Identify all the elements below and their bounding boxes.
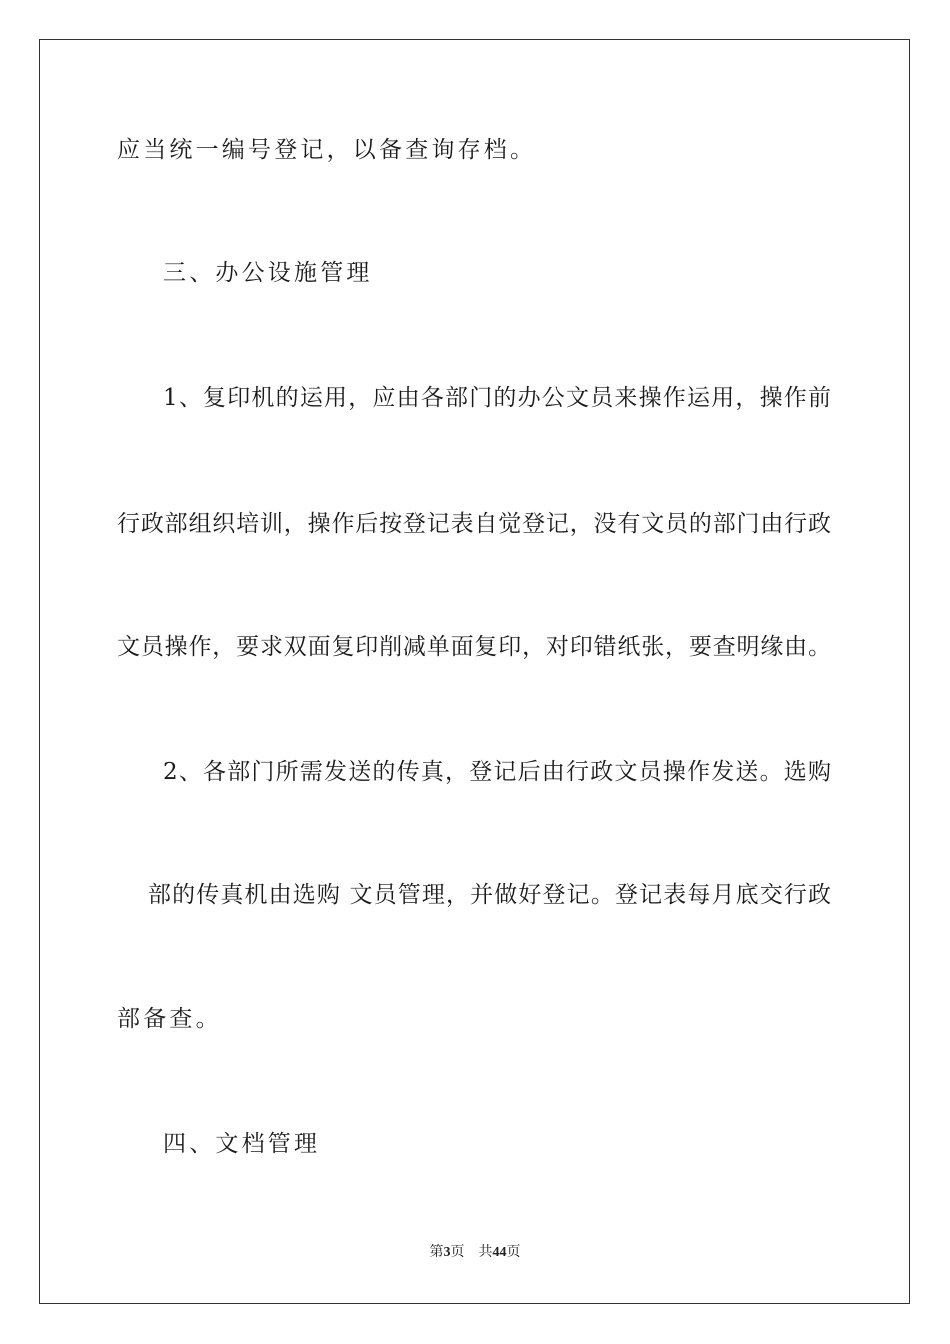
page-prefix: 第 bbox=[429, 1245, 444, 1260]
paragraph-line-7: 部的传真机由选购 文员管理，并做好登记。登记表每月底交行政 bbox=[148, 882, 831, 908]
paragraph-line-8: 部备查。 bbox=[117, 1006, 222, 1032]
paragraph-line-1: 应当统一编号登记，以备查询存档。 bbox=[117, 137, 537, 163]
section-heading-document-management: 四、文档管理 bbox=[163, 1131, 321, 1157]
page-footer bbox=[0, 1244, 950, 1262]
paragraph-line-6: 2、各部门所需发送的传真，登记后由行政文员操作发送。选购 bbox=[163, 759, 831, 785]
paragraph-line-4: 行政部组织培训，操作后按登记表自觉登记，没有文员的部门由行政 bbox=[117, 511, 831, 537]
total-pages-number: 44 bbox=[492, 1245, 507, 1260]
page-suffix: 页 bbox=[450, 1245, 465, 1260]
total-suffix: 页 bbox=[506, 1245, 521, 1260]
current-page-number: 3 bbox=[443, 1245, 451, 1260]
paragraph-line-3: 1、复印机的运用，应由各部门的办公文员来操作运用，操作前 bbox=[163, 385, 831, 411]
total-prefix: 共 bbox=[478, 1245, 493, 1260]
section-heading-office-facilities: 三、办公设施管理 bbox=[163, 260, 373, 286]
paragraph-line-5: 文员操作，要求双面复印削减单面复印，对印错纸张，要查明缘由。 bbox=[117, 634, 831, 660]
page-border bbox=[39, 39, 910, 1304]
